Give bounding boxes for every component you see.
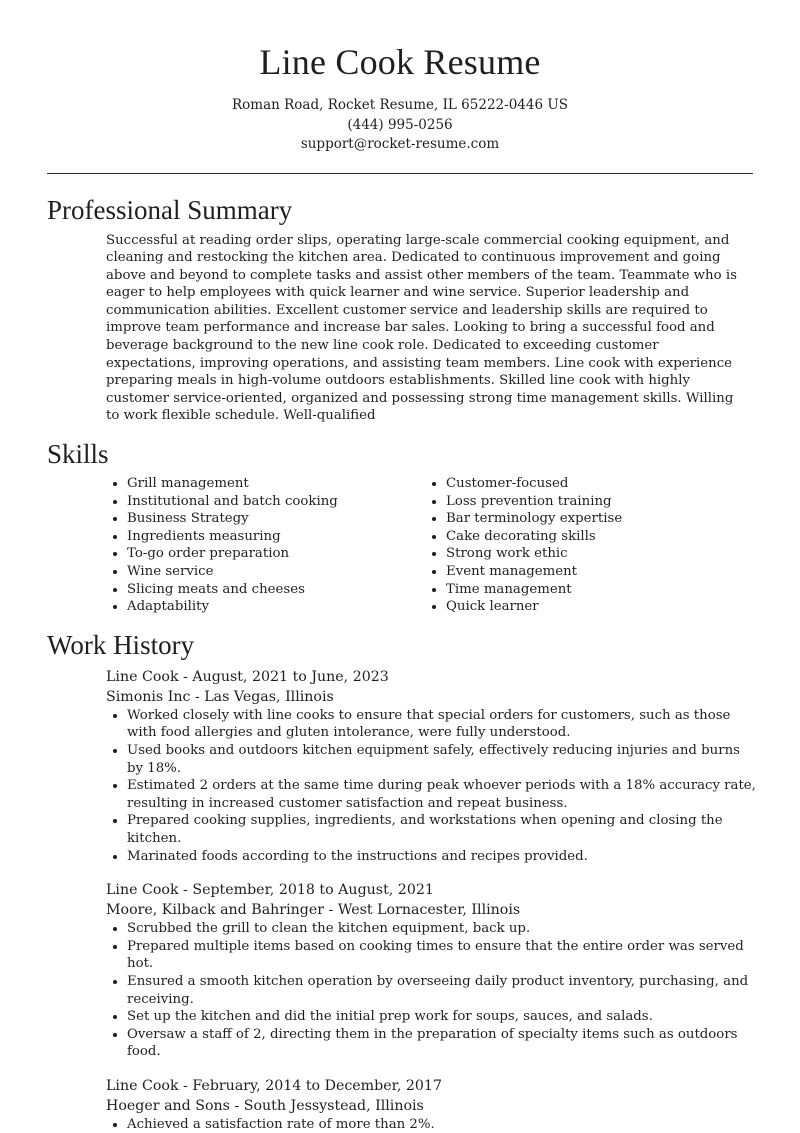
skill-item: • Cake decorating skills bbox=[446, 528, 744, 546]
job-duty: • Achieved a satisfaction rate of more than 2%. bbox=[127, 1116, 760, 1133]
job-duty: • Prepared cooking supplies, ingredients, and workstations when opening and closing the kitchen. bbox=[127, 812, 760, 847]
contact-address: Roman Road, Rocket Resume, IL 65222-0446 US bbox=[232, 97, 568, 113]
job-duty: • Ensured a smooth kitchen operation by overseeing daily product inventory, purchasing, and receiving. bbox=[127, 973, 760, 1008]
job-duty: • Prepared multiple items based on cooking times to ensure that the entire order was served hot. bbox=[127, 938, 760, 973]
header-divider bbox=[47, 173, 753, 174]
job-title-dates: Line Cook - September, 2018 to August, 2021 bbox=[106, 882, 434, 899]
job-duty: • Worked closely with line cooks to ensure that special orders for customers, such as those with food allergies and gluten intolerance, were fully understood. bbox=[127, 707, 760, 742]
contact-email: support@rocket-resume.com bbox=[300, 136, 500, 152]
summary-heading: Professional Summary bbox=[47, 194, 293, 225]
skills-column-left bbox=[106, 475, 425, 616]
job-duty: • Set up the kitchen and did the initial prep work for soups, sauces, and salads. bbox=[127, 1008, 760, 1026]
skill-item: • Bar terminology expertise bbox=[446, 510, 744, 528]
resume-header bbox=[0, 0, 800, 155]
job-entry bbox=[106, 880, 760, 1061]
skill-item: • Strong work ethic bbox=[446, 545, 744, 563]
job-entry bbox=[106, 1076, 760, 1133]
skill-item: • Wine service bbox=[127, 563, 425, 581]
resume-title: Line Cook Resume bbox=[259, 42, 541, 82]
skill-item: • Customer-focused bbox=[446, 475, 744, 493]
skill-item: • Quick learner bbox=[446, 598, 744, 616]
skill-item: • Slicing meats and cheeses bbox=[127, 581, 425, 599]
job-company-location: Moore, Kilback and Bahringer - West Lornacester, Illinois bbox=[106, 902, 521, 919]
skills-list bbox=[106, 475, 800, 616]
job-duty: • Estimated 2 orders at the same time during peak whoever periods with a 18% accuracy rate, resulting in increased customer satisfaction and repeat business. bbox=[127, 777, 760, 812]
contact-info bbox=[0, 96, 800, 155]
job-duty: • Marinated foods according to the instructions and recipes provided. bbox=[127, 848, 760, 866]
job-company-location: Simonis Inc - Las Vegas, Illinois bbox=[106, 688, 334, 705]
skill-item: • Loss prevention training bbox=[446, 493, 744, 511]
job-title-dates: Line Cook - February, 2014 to December, 2017 bbox=[106, 1077, 442, 1094]
skill-item: • Institutional and batch cooking bbox=[127, 493, 425, 511]
skill-item: • Event management bbox=[446, 563, 744, 581]
skill-item: • Time management bbox=[446, 581, 744, 599]
job-duty: • Oversaw a staff of 2, directing them in the preparation of specialty items such as outdoors food. bbox=[127, 1026, 760, 1061]
skills-heading: Skills bbox=[47, 439, 109, 470]
job-duty: • Used books and outdoors kitchen equipment safely, effectively reducing injuries and burns by 18%. bbox=[127, 742, 760, 777]
skill-item: • Adaptability bbox=[127, 598, 425, 616]
skill-item: • Business Strategy bbox=[127, 510, 425, 528]
skill-item: • To-go order preparation bbox=[127, 545, 425, 563]
job-duties bbox=[106, 1116, 760, 1133]
summary-text: Successful at reading order slips, operating large-scale commercial cooking equipment, and cleaning and restocking the kitchen area. Dedicated to continuous improvement and going above and beyond to complete tasks and assist other members of the team. Teammate who is eager to help employees with quick learner and wine service. Superior leadership and communication abilities. Excellent customer service and leadership skills are required to improve team performance and increase bar sales. Looking to bring a successful food and beverage background to the new line cook role. Dedicated to exceeding customer expectations, improving operations, and assisting team members. Line cook with experience preparing meals in high-volume outdoors establishments. Skilled line cook with highly customer service-oriented, organized and possessing strong time management skills. Willing to work flexible schedule. Well-qualified bbox=[106, 232, 737, 424]
skill-item: • Ingredients measuring bbox=[127, 528, 425, 546]
contact-phone: (444) 995-0256 bbox=[347, 116, 453, 133]
job-title-dates: Line Cook - August, 2021 to June, 2023 bbox=[106, 668, 389, 685]
skills-column-right bbox=[425, 475, 744, 616]
job-duties bbox=[106, 707, 760, 865]
job-entry bbox=[106, 667, 760, 865]
skill-item: • Grill management bbox=[127, 475, 425, 493]
job-duties bbox=[106, 920, 760, 1061]
job-company-location: Hoeger and Sons - South Jessystead, Illinois bbox=[106, 1097, 424, 1114]
job-duty: • Scrubbed the grill to clean the kitchen equipment, back up. bbox=[127, 920, 760, 938]
work-history-heading: Work History bbox=[47, 629, 195, 660]
